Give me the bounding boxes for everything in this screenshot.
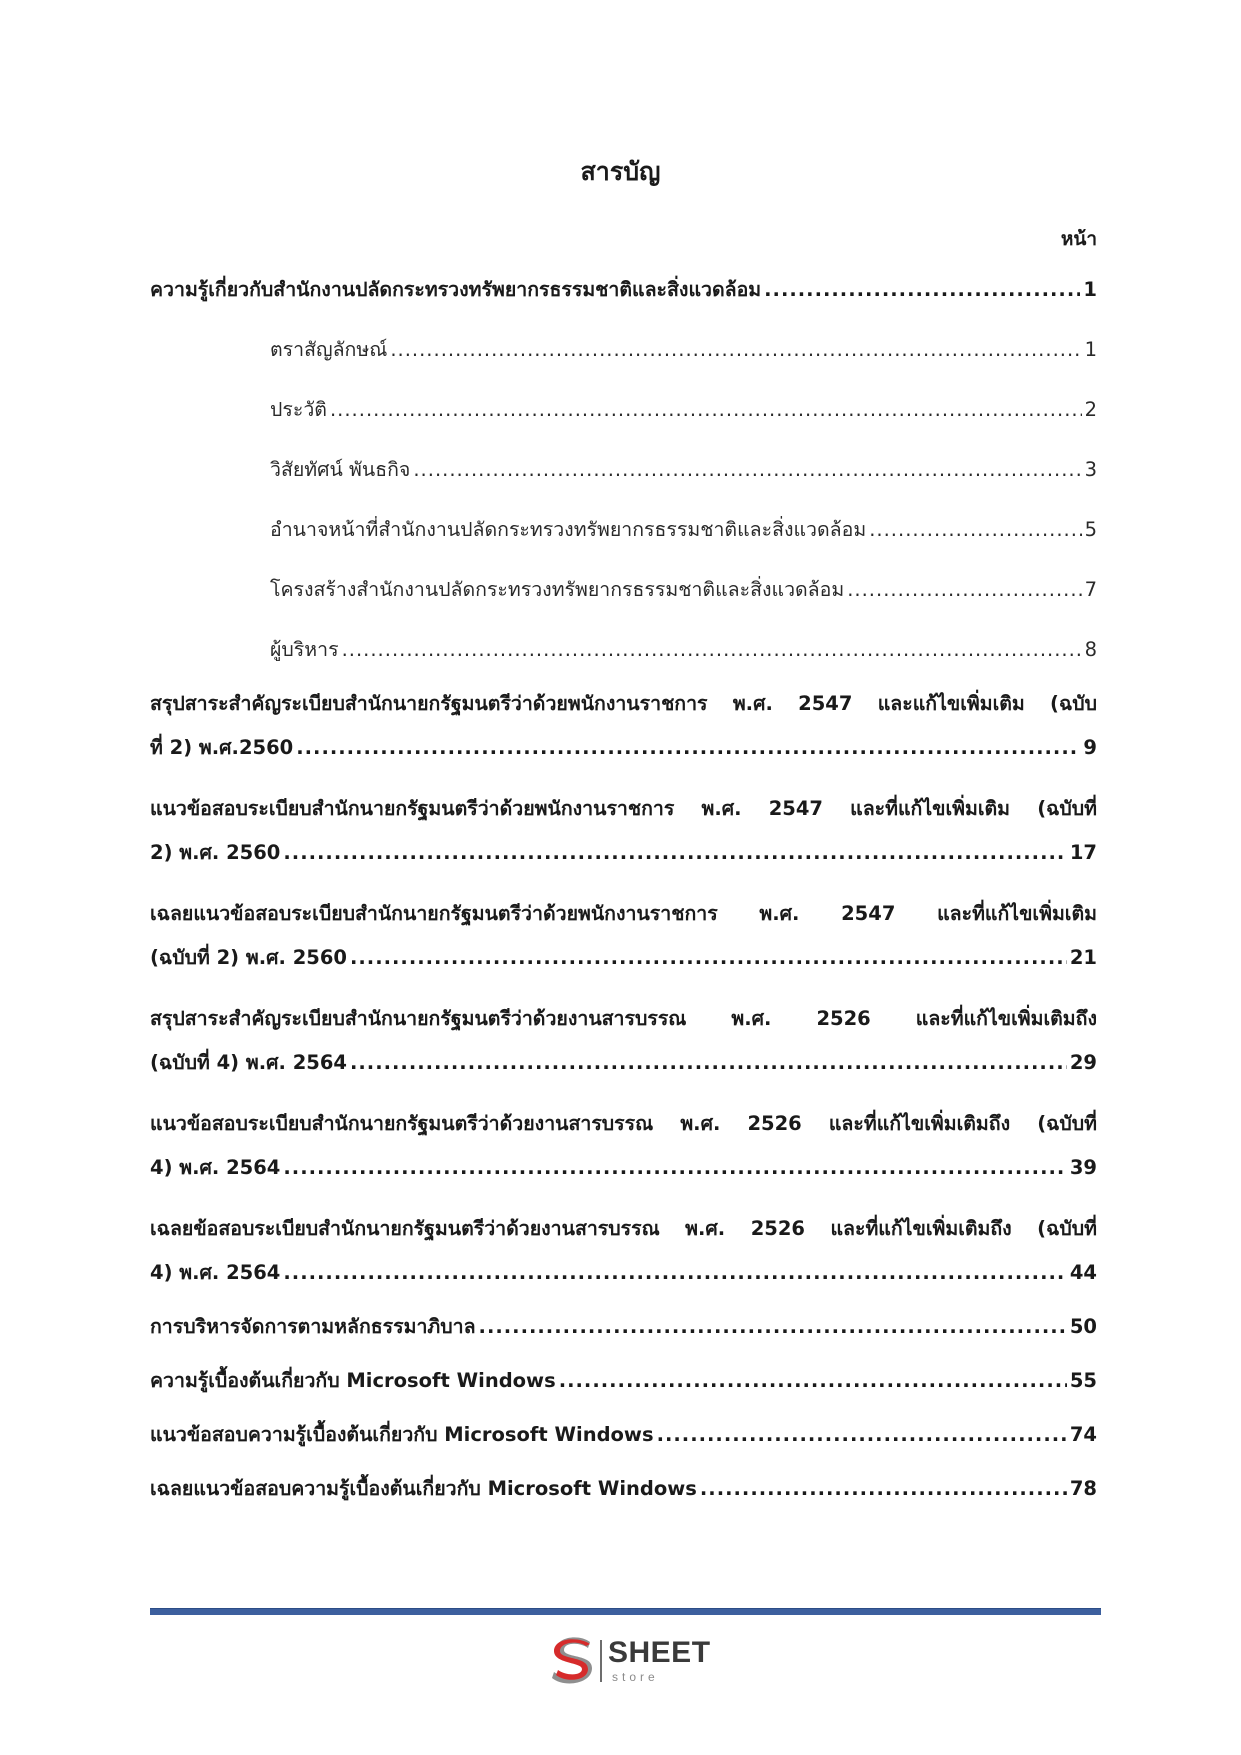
toc-entry-line: [150, 628, 1097, 672]
toc-page-number: 7: [1084, 578, 1097, 601]
toc-sub-entry: [150, 448, 1097, 492]
toc-entry-title: 4) พ.ศ. 2564: [150, 1156, 281, 1179]
toc-entry-title: แนวข้อสอบความรู้เบื้องต้นเกี่ยวกับ Microsoft Windows: [150, 1423, 654, 1446]
dot-leader: [869, 508, 1081, 552]
toc-entry-title: ประวัติ: [270, 398, 327, 421]
dot-leader: [296, 726, 1080, 770]
toc-page-number: 29: [1069, 1051, 1097, 1074]
toc-entry: [150, 1359, 1097, 1403]
toc-page-number: 3: [1084, 458, 1097, 481]
dot-leader: [283, 1146, 1066, 1190]
dot-leader: [764, 268, 1080, 312]
page-column-label: หน้า: [1060, 228, 1097, 250]
toc-entry: [150, 1102, 1097, 1190]
toc-page-number: 74: [1069, 1423, 1097, 1446]
toc-entry-title: (ฉบับที่ 2) พ.ศ. 2560: [150, 946, 347, 969]
dot-leader: [350, 1041, 1067, 1085]
toc-entry-title: โครงสร้างสำนักงานปลัดกระทรวงทรัพยากรธรรมชาติและสิ่งแวดล้อม: [270, 578, 845, 601]
toc-entry-line: [150, 388, 1097, 432]
toc-entry-title-line: สรุปสาระสำคัญระเบียบสำนักนายกรัฐมนตรีว่าด้วยงานสารบรรณ พ.ศ. 2526 และที่แก้ไขเพิ่มเติมถึง: [150, 1007, 1097, 1030]
toc-entry-title: ที่ 2) พ.ศ.2560: [150, 736, 294, 759]
toc-entry-line: [150, 1146, 1097, 1190]
toc-page-number: 44: [1069, 1261, 1097, 1284]
dot-leader: [390, 328, 1081, 372]
toc-entry-line: [150, 831, 1097, 875]
dot-leader: [330, 388, 1082, 432]
toc-entry-line: [150, 328, 1097, 372]
toc-page-number: 21: [1069, 946, 1097, 969]
toc-entry: [150, 892, 1097, 980]
dot-leader: [479, 1305, 1067, 1349]
toc-page-number: 78: [1069, 1477, 1097, 1500]
sheet-store-s-logo-icon: [546, 1632, 606, 1688]
toc-page-number: 8: [1084, 638, 1097, 661]
toc-sub-entry: [150, 508, 1097, 552]
toc-entry-line: [150, 1041, 1097, 1085]
toc-entry-line: [150, 448, 1097, 492]
toc-entry-title: อำนาจหน้าที่สำนักงานปลัดกระทรวงทรัพยากรธรรมชาติและสิ่งแวดล้อม: [270, 518, 867, 541]
toc-entry: [150, 1305, 1097, 1349]
table-of-contents: [150, 268, 1097, 1511]
toc-entry: [150, 1467, 1097, 1511]
toc-entry-line: [150, 268, 1097, 312]
toc-page-number: 39: [1069, 1156, 1097, 1179]
page-title: สารบัญ: [580, 157, 661, 186]
toc-entry-line: [150, 1251, 1097, 1295]
toc-page-number: 5: [1084, 518, 1097, 541]
toc-entry: [150, 682, 1097, 770]
dot-leader: [283, 1251, 1066, 1295]
toc-page-number: 1: [1083, 278, 1097, 301]
dot-leader: [350, 936, 1067, 980]
toc-entry-title: ความรู้เบื้องต้นเกี่ยวกับ Microsoft Windows: [150, 1369, 556, 1392]
toc-entry-line: [150, 1359, 1097, 1403]
logo-divider: [600, 1640, 602, 1682]
toc-page-number: 1: [1084, 338, 1097, 361]
toc-sub-entry: [150, 388, 1097, 432]
toc-entry-title: (ฉบับที่ 4) พ.ศ. 2564: [150, 1051, 347, 1074]
toc-entry-title-line: แนวข้อสอบระเบียบสำนักนายกรัฐมนตรีว่าด้วยงานสารบรรณ พ.ศ. 2526 และที่แก้ไขเพิ่มเติมถึง (ฉบับที่: [150, 1112, 1097, 1135]
toc-entry-line: [150, 508, 1097, 552]
logo-brand-sub: store: [612, 1670, 659, 1684]
toc-sub-entry: [150, 628, 1097, 672]
toc-page-number: 50: [1069, 1315, 1097, 1338]
toc-entry-line: [150, 936, 1097, 980]
toc-entry-title: 2) พ.ศ. 2560: [150, 841, 281, 864]
toc-entry-line: [150, 1413, 1097, 1457]
toc-sub-entry: [150, 568, 1097, 612]
toc-page-number: 2: [1084, 398, 1097, 421]
toc-page-number: 9: [1083, 736, 1097, 759]
dot-leader: [700, 1467, 1067, 1511]
dot-leader: [657, 1413, 1067, 1457]
toc-entry-title-line: เฉลยแนวข้อสอบระเบียบสำนักนายกรัฐมนตรีว่าด้วยพนักงานราชการ พ.ศ. 2547 และที่แก้ไขเพิ่มเติม: [150, 902, 1097, 925]
dot-leader: [342, 628, 1082, 672]
toc-entry-line: [150, 1305, 1097, 1349]
footer-divider: [150, 1608, 1101, 1615]
toc-entry-title-line: แนวข้อสอบระเบียบสำนักนายกรัฐมนตรีว่าด้วยพนักงานราชการ พ.ศ. 2547 และที่แก้ไขเพิ่มเติม (ฉบับที่: [150, 797, 1097, 820]
dot-leader: [559, 1359, 1067, 1403]
toc-entry-title: เฉลยแนวข้อสอบความรู้เบื้องต้นเกี่ยวกับ Microsoft Windows: [150, 1477, 697, 1500]
toc-page-number: 55: [1069, 1369, 1097, 1392]
toc-entry-line: [150, 568, 1097, 612]
toc-entry-title: การบริหารจัดการตามหลักธรรมาภิบาล: [150, 1315, 476, 1338]
dot-leader: [413, 448, 1081, 492]
toc-entry-title: ผู้บริหาร: [270, 638, 339, 661]
toc-entry: [150, 1207, 1097, 1295]
toc-entry-title: ตราสัญลักษณ์: [270, 338, 388, 361]
toc-entry: [150, 1413, 1097, 1457]
toc-entry: [150, 268, 1097, 312]
toc-entry-title: ความรู้เกี่ยวกับสำนักงานปลัดกระทรวงทรัพยากรธรรมชาติและสิ่งแวดล้อม: [150, 278, 762, 301]
toc-entry-title: 4) พ.ศ. 2564: [150, 1261, 281, 1284]
dot-leader: [283, 831, 1066, 875]
logo-brand-name: SHEET: [608, 1636, 711, 1669]
toc-entry: [150, 997, 1097, 1085]
toc-entry: [150, 787, 1097, 875]
toc-entry-line: [150, 726, 1097, 770]
sheet-store-logo: [546, 1632, 726, 1688]
toc-entry-line: [150, 1467, 1097, 1511]
toc-entry-title: วิสัยทัศน์ พันธกิจ: [270, 458, 411, 481]
toc-entry-title-line: สรุปสาระสำคัญระเบียบสำนักนายกรัฐมนตรีว่าด้วยพนักงานราชการ พ.ศ. 2547 และแก้ไขเพิ่มเติม (ฉบับ: [150, 692, 1097, 715]
dot-leader: [847, 568, 1081, 612]
toc-entry-title-line: เฉลยข้อสอบระเบียบสำนักนายกรัฐมนตรีว่าด้วยงานสารบรรณ พ.ศ. 2526 และที่แก้ไขเพิ่มเติมถึง (ฉบับที่: [150, 1217, 1097, 1240]
toc-sub-entry: [150, 328, 1097, 372]
toc-page-number: 17: [1069, 841, 1097, 864]
